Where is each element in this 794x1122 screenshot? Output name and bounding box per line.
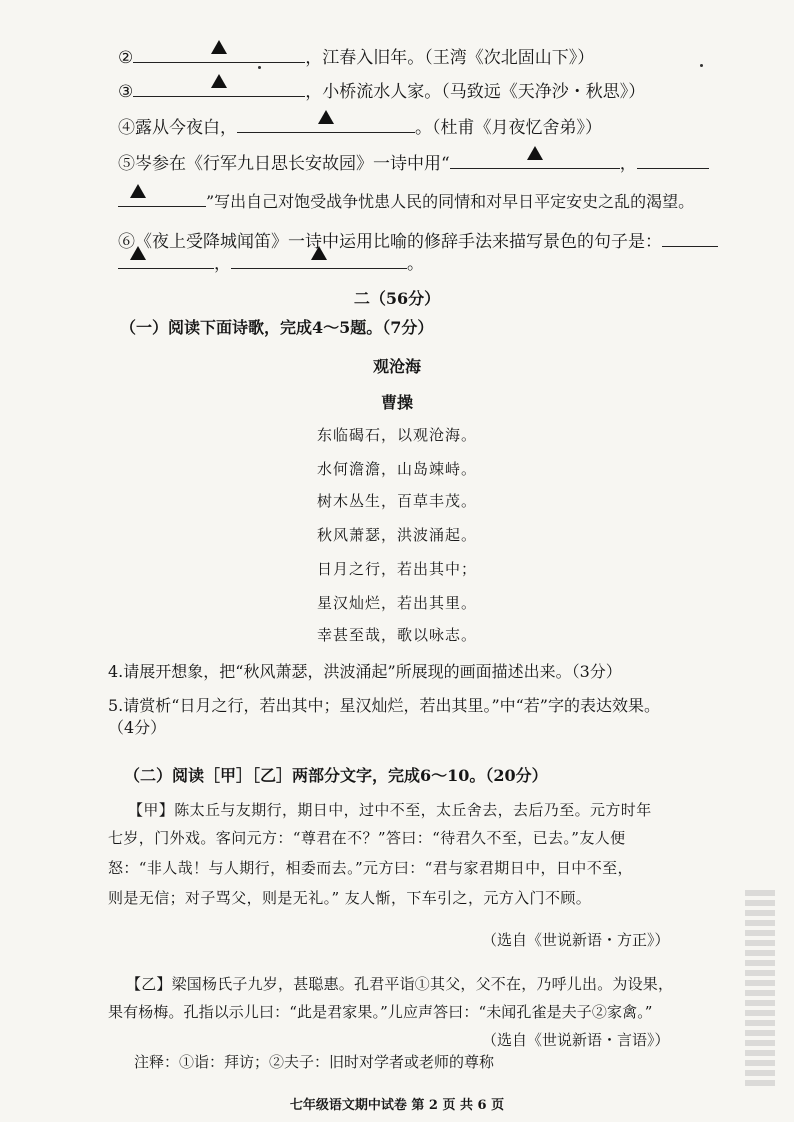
scan-dot: [700, 64, 703, 67]
triangle-icon: [130, 246, 146, 260]
question-4: 4.请展开想象，把“秋风萧瑟，洪波涌起”所展现的画面描述出来。（3分）: [108, 662, 622, 681]
poem-line: 水何澹澹，山岛竦峙。: [316, 460, 477, 478]
answer-blank[interactable]: [118, 248, 214, 269]
answer-blank[interactable]: [118, 186, 206, 207]
poem-line: 树木丛生，百草丰茂。: [316, 492, 477, 510]
jia-line: 则是无信；对子骂父，则是无礼。” 友人惭，下车引之，元方入门不顾。: [108, 889, 592, 907]
item-2: ② ，江春入旧年。（王湾《次北固山下》）: [118, 42, 594, 70]
poem-line: 秋风萧瑟，洪波涌起。: [316, 526, 477, 544]
triangle-icon: [318, 110, 334, 124]
answer-blank[interactable]: [450, 148, 620, 169]
poem-title: 观沧海: [372, 357, 421, 376]
scan-dot: [258, 66, 261, 69]
answer-blank[interactable]: [637, 148, 709, 169]
item-6: ⑥《夜上受降城闻笛》一诗中运用比喻的修辞手法来描写景色的句子是：: [118, 226, 718, 254]
part1-intro: （一）阅读下面诗歌，完成4～5题。（7分）: [120, 318, 434, 337]
poem-line: 幸甚至哉，歌以咏志。: [316, 626, 477, 644]
question-5: 5.请赏析“日月之行，若出其中；星汉灿烂，若出其里。”中“若”字的表达效果。: [108, 696, 660, 715]
item-4: ④露从今夜白， 。（杜甫《月夜忆舍弟》）: [118, 112, 602, 140]
scan-artifact: [745, 890, 775, 1090]
jia-line: 七岁，门外戏。客问元方：“尊君在不？”答曰：“待君久不至，已去。”友人便: [108, 829, 626, 847]
triangle-icon: [211, 74, 227, 88]
yi-line: 果有杨梅。孔指以示儿曰：“此是君家果。”儿应声答曰：“未闻孔雀是夫子②家禽。”: [108, 1003, 653, 1021]
yi-source: （选自《世说新语・言语》）: [482, 1031, 670, 1049]
triangle-icon: [527, 146, 543, 160]
jia-line: 【甲】陈太丘与友期行，期日中，过中不至，太丘舍去，去后乃至。元方时年: [128, 801, 652, 819]
jia-line: 怒：“非人哉！与人期行，相委而去。”元方曰：“君与家君期日中，日中不至，: [108, 859, 633, 877]
page-footer: 七年级语文期中试卷 第 2 页 共 6 页: [289, 1098, 505, 1113]
triangle-icon: [130, 184, 146, 198]
question-5-points: （4分）: [108, 718, 167, 737]
item-6-cont: ， 。: [118, 248, 424, 276]
answer-blank[interactable]: [237, 112, 415, 133]
answer-blank[interactable]: [133, 42, 305, 63]
poem-line: 东临碣石，以观沧海。: [316, 426, 477, 444]
item-5: ⑤岑参在《行军九日思长安故园》一诗中用“ ，: [118, 148, 709, 176]
answer-blank[interactable]: [133, 76, 305, 97]
jia-source: （选自《世说新语・方正》）: [482, 931, 670, 949]
item-3: ③ ，小桥流水人家。（马致远《天净沙・秋思》）: [118, 76, 645, 104]
poem-line: 日月之行，若出其中；: [316, 560, 477, 578]
poem-author: 曹操: [380, 393, 413, 412]
item-5-cont: ”写出自己对饱受战争忧患人民的同情和对早日平定安史之乱的渴望。: [118, 186, 694, 214]
triangle-icon: [311, 246, 327, 260]
triangle-icon: [211, 40, 227, 54]
notes: 注释：①诣：拜访；②夫子：旧时对学者或老师的尊称: [134, 1053, 495, 1071]
section-title: 二（56分）: [353, 289, 441, 308]
yi-line: 【乙】梁国杨氏子九岁，甚聪惠。孔君平诣①其父，父不在，乃呼儿出。为设果，: [126, 975, 674, 993]
poem-line: 星汉灿烂，若出其里。: [316, 594, 477, 612]
part2-intro: （二）阅读［甲］［乙］两部分文字，完成6～10。（20分）: [124, 766, 548, 785]
answer-blank[interactable]: [662, 226, 718, 247]
answer-blank[interactable]: [231, 248, 407, 269]
